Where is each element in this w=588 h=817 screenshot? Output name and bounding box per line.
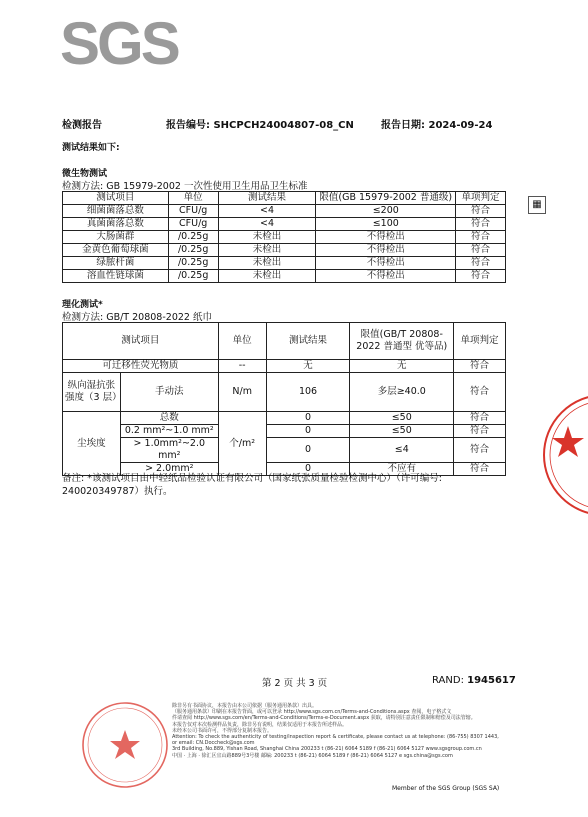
table-cell: CFU/g [168, 218, 218, 231]
table-cell: 未检出 [218, 244, 316, 257]
table-cell: 未检出 [218, 270, 316, 283]
phys-method: 检测方法: GB/T 20808-2022 纸巾 [62, 312, 212, 323]
footnote: 备注: *该测试项目由中轻纸品检验认证有限公司（国家纸张质量检验检测中心）（许可编号: 240020349787）执行。 [62, 473, 442, 497]
table-cell: > 2.0mm² [120, 463, 218, 476]
table-cell: 不得检出 [316, 231, 456, 244]
table-cell: 不得检出 [316, 244, 456, 257]
table-cell: ≤200 [316, 205, 456, 218]
table-row [63, 270, 506, 283]
table-cell: 0 [266, 425, 350, 438]
table-cell: <4 [218, 205, 316, 218]
results-heading: 测试结果如下: [62, 143, 120, 153]
table-header-row [63, 192, 506, 205]
table-cell: <4 [218, 218, 316, 231]
col-header: 限值(GB/T 20808-2022 普通型 优等品) [350, 323, 454, 360]
report-date: 报告日期: 2024-09-24 [381, 120, 493, 131]
table-cell: -- [218, 360, 266, 373]
table-row [63, 425, 506, 438]
table-cell: 符合 [454, 438, 506, 463]
col-header: 测试结果 [218, 192, 316, 205]
table-cell: 不应有 [350, 463, 454, 476]
table-cell: /0.25g [168, 257, 218, 270]
table-cell: 个/m² [218, 412, 266, 476]
table-cell: 可迁移性荧光物质 [63, 360, 219, 373]
table-cell: 符合 [456, 231, 506, 244]
table-cell: ≤50 [350, 425, 454, 438]
table-cell: N/m [218, 373, 266, 412]
col-header: 测试项目 [63, 323, 219, 360]
table-cell: 符合 [454, 360, 506, 373]
table-cell: 未检出 [218, 231, 316, 244]
table-cell: ≤50 [350, 412, 454, 425]
report-number: 报告编号: SHCPCH24004807-08_CN [166, 120, 354, 131]
table-cell: 真菌菌落总数 [63, 218, 169, 231]
table-cell: 大肠菌群 [63, 231, 169, 244]
table-cell: 金黄色葡萄球菌 [63, 244, 169, 257]
col-header: 单位 [168, 192, 218, 205]
table-cell: 溶血性链球菌 [63, 270, 169, 283]
table-cell: /0.25g [168, 244, 218, 257]
col-header: 单位 [218, 323, 266, 360]
table-cell: > 1.0mm²~2.0 mm² [120, 438, 218, 463]
table-cell: 符合 [454, 425, 506, 438]
table-cell: /0.25g [168, 270, 218, 283]
table-cell: ≤4 [350, 438, 454, 463]
stamp-seal-bottom [80, 700, 170, 790]
col-header: 单项判定 [456, 192, 506, 205]
sgs-logo: SGS [60, 10, 178, 77]
rand-code: RAND: 1945617 [432, 675, 516, 686]
table-cell: 符合 [456, 270, 506, 283]
table-cell: 绿脓杆菌 [63, 257, 169, 270]
table-cell: 未检出 [218, 257, 316, 270]
phys-section-title: 理化测试* [62, 300, 103, 310]
col-header: 单项判定 [454, 323, 506, 360]
table-cell: 符合 [454, 463, 506, 476]
col-header: 测试结果 [266, 323, 350, 360]
table-row [63, 360, 506, 373]
table-row [63, 205, 506, 218]
table-cell: 0 [266, 412, 350, 425]
table-cell: 0 [266, 463, 350, 476]
table-cell: 尘埃度 [63, 412, 121, 476]
stamp-seal-right [538, 390, 588, 520]
table-row [63, 412, 506, 425]
micro-table [62, 191, 506, 283]
table-row [63, 257, 506, 270]
table-row [63, 373, 506, 412]
phys-table [62, 322, 506, 476]
table-row [63, 218, 506, 231]
table-cell: CFU/g [168, 205, 218, 218]
table-cell: 总数 [120, 412, 218, 425]
col-header: 限值(GB 15979-2002 普通级) [316, 192, 456, 205]
table-cell: 符合 [456, 205, 506, 218]
table-cell: 纵向湿抗张强度（3 层） [63, 373, 121, 412]
micro-section-title: 微生物测试 [62, 169, 108, 179]
table-cell: 0.2 mm²~1.0 mm² [120, 425, 218, 438]
table-row [63, 438, 506, 463]
table-cell: 手动法 [120, 373, 218, 412]
qr-code-icon[interactable]: ▦ [528, 196, 546, 214]
report-title: 检测报告 [62, 120, 102, 131]
table-cell: ≤100 [316, 218, 456, 231]
table-cell: 多层≥40.0 [350, 373, 454, 412]
table-cell: 符合 [454, 373, 506, 412]
table-cell: 符合 [454, 412, 506, 425]
table-cell: 106 [266, 373, 350, 412]
fine-print: 除非另有书面协议，本报告由本公司依据（服务通用条款）出具。 （服务通用条款）印刷在本报告背面，或可以登录 http://www.sgs.com.cn/Terms-and-Conditions.aspx 查阅，电子格式文 件请查阅 http://www.sgs.com/en/Terms-and-Conditions/Terms-e-Document.aspx 获取，请特别注意责任限制和赔偿及司法管辖。 本报告仅对本次检测样品负责，除非另有说明，结果仅适用于本报告所述样品。 未经本公司书面许可，不得部分复制本报告。 Attention: To check the authenticity of testing/inspection report & certificate, please contact us at telephone: (86-755) 8307 1443, or email: CN.Doccheck@sgs.com 3rd Building, No.889, Yishan Road, Shanghai China 200233 t (86-21) 6064 5189 f (86-21) 6064 5127 www.sgsgroup.com.cn 中国 · 上海 · 徐汇区宜山路889号3号楼 邮编: 200233 t (86-21) 6064 5189 f (86-21) 6064 5127 e sgs.china@sgs.com [172, 703, 499, 759]
table-header-row [63, 323, 506, 360]
table-cell: 0 [266, 438, 350, 463]
col-header: 测试项目 [63, 192, 169, 205]
table-cell: 符合 [456, 257, 506, 270]
table-row [63, 231, 506, 244]
table-cell: 不得检出 [316, 257, 456, 270]
table-cell: 无 [266, 360, 350, 373]
sgs-member-text: Member of the SGS Group (SGS SA) [392, 785, 500, 792]
micro-method: 检测方法: GB 15979-2002 一次性使用卫生用品卫生标准 [62, 181, 308, 192]
table-cell: 符合 [456, 218, 506, 231]
page-number: 第 2 页 共 3 页 [262, 678, 328, 689]
table-cell: 细菌菌落总数 [63, 205, 169, 218]
table-cell: /0.25g [168, 231, 218, 244]
table-row [63, 244, 506, 257]
table-cell: 无 [350, 360, 454, 373]
table-cell: 符合 [456, 244, 506, 257]
table-cell: 不得检出 [316, 270, 456, 283]
